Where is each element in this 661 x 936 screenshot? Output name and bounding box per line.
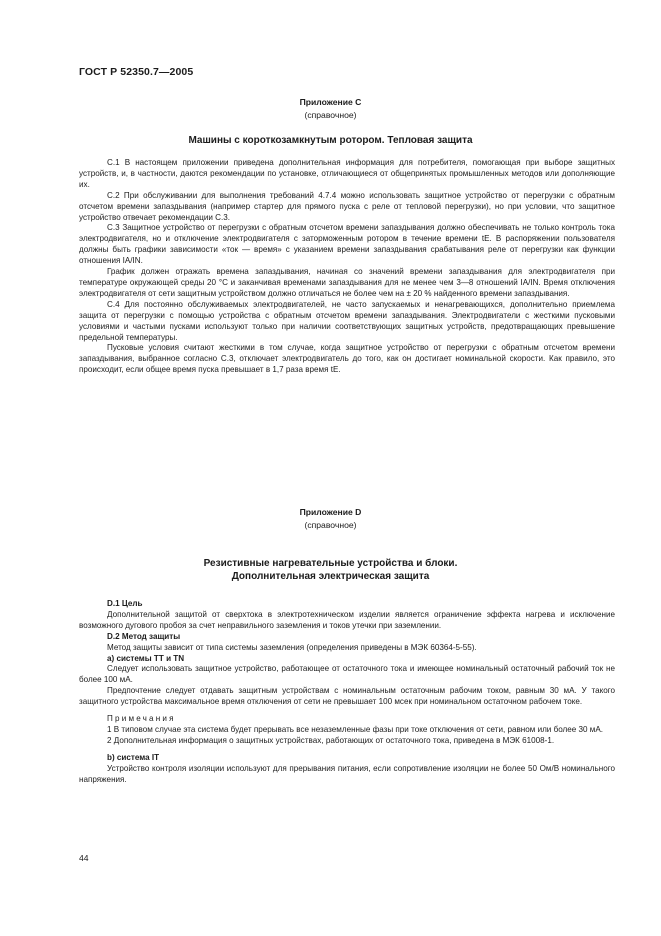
systems-tt-tn-text-1: Следует использовать защитное устройство, работающее от остаточного тока и имеющее номинальный остаточный рабочий ток не более 100 мА. (79, 664, 615, 685)
annex-d-label: Приложение D (299, 507, 362, 517)
system-it-heading: b) система IT (107, 752, 160, 762)
annex-d-title (0, 557, 661, 583)
annex-c-paragraph-5: С.4 Для постоянно обслуживаемых электродвигателей, не часто запускаемых и ненагревающихся, дополнительно приемлема защита от перегрузки с помощью устройства с обратным отсчетом времени запаздывания. Электродвигатели с жесткими пусковыми условиями и частыми пусками используют только при наличии соответствующих защитных устройств, предотвращающих превышение предельной температуры. (79, 299, 615, 342)
annex-c-paragraph-6: Пусковые условия считают жесткими в том случае, когда защитное устройство от перегрузки с обратным отсчетом времени запаздывания, выбранное согласно С.3, отключает электродвигатель до того, как он достигает номинальной скорости. Как правило, это происходит, если общее время пуска превышает в 1,7 раза время tE. (79, 343, 615, 375)
annex-c-paragraph-1: С.1 В настоящем приложении приведена дополнительная информация для потребителя, помогающая при выборе защитных устройств, и, в частности, даются рекомендации по установке, отличающиеся от общепринятых промышленных методов или дополняющие их. (79, 158, 615, 189)
systems-tt-tn-heading: а) системы TT и TN (107, 653, 185, 663)
note-1: 1 В типовом случае эта система будет прерывать все незаземленные фазы при токе отключения от сети, равном или более 30 мА. (107, 724, 603, 734)
note-2: 2 Дополнительная информация о защитных устройствах, работающих от остаточного тока, приведена в МЭК 61008-1. (107, 735, 555, 745)
d2-heading: D.2 Метод защиты (107, 631, 181, 641)
d2-text: Метод защиты зависит от типа системы заземления (определения приведены в МЭК 60364-5-55). (107, 642, 477, 652)
page-number: 44 (79, 853, 89, 863)
annex-d-title-line-1: Резистивные нагревательные устройства и блоки. (203, 558, 458, 569)
annex-c-body (79, 158, 615, 376)
notes-heading: Примечания (107, 714, 176, 724)
document-header: ГОСТ Р 52350.7—2005 (79, 66, 194, 78)
annex-d-kind: (справочное) (304, 519, 357, 530)
annex-c-kind: (справочное) (304, 109, 357, 120)
annex-d-body (79, 599, 615, 786)
annex-c-heading (0, 96, 661, 121)
d1-heading: D.1 Цель (107, 599, 143, 608)
annex-c-paragraph-3: С.3 Защитное устройство от перегрузки с обратным отсчетом времени запаздывания должно обеспечивать не только контроль тока электродвигателя, но и отключение электродвигателя с заторможенным ротором в течение времени tE. В распоряжении пользователя должны быть графики зависимости «ток — время» с указанием времени запаздывания срабатывания реле от перегрузки как функции отношения IA/IN. (79, 223, 615, 266)
annex-c-label: Приложение С (299, 97, 362, 107)
annex-d-heading (0, 506, 661, 531)
system-it-text: Устройство контроля изоляции используют для прерывания питания, если сопротивление изоляции не более 50 Ом/В номинального напряжения. (79, 763, 615, 784)
systems-tt-tn-text-2: Предпочтение следует отдавать защитным устройствам с номинальным остаточным рабочим током, равным 30 мА. У такого защитного устройства максимальное время отключения от сети не превышает 100 мсек при номинальном остаточном рабочем токе. (79, 686, 615, 707)
annex-c-title: Машины с короткозамкнутым ротором. Тепловая защита (188, 135, 473, 146)
annex-c-paragraph-4: График должен отражать времена запаздывания, начиная со значений времени запаздывания для электродвигателя при температуре окружающей среды 20 °С и заканчивая временами запаздывания для не менее чем 3—8 отношений IA/IN. Время отключения электродвигателя от сети защитным устройством должно отличаться не более чем на ± 20 % найденного времени запаздывания. (79, 267, 615, 298)
annex-c-paragraph-2: С.2 При обслуживании для выполнения требований 4.7.4 можно использовать защитное устройство от перегрузки с обратным отсчетом времени запаздывания (например стартер для прямого пуска с реле от тепловой перегрузки), но при условии, что защитное устройство отвечает рекомендации С.3. (79, 190, 615, 222)
annex-d-title-line-2: Дополнительная электрическая защита (231, 571, 430, 582)
d1-text: Дополнительной защитой от сверхтока в электротехническом изделии является ограничение эффекта нагрева и исключение возможного дугового пробоя за счет неправильного заземления и токов утечки при заземлении. (79, 609, 615, 630)
